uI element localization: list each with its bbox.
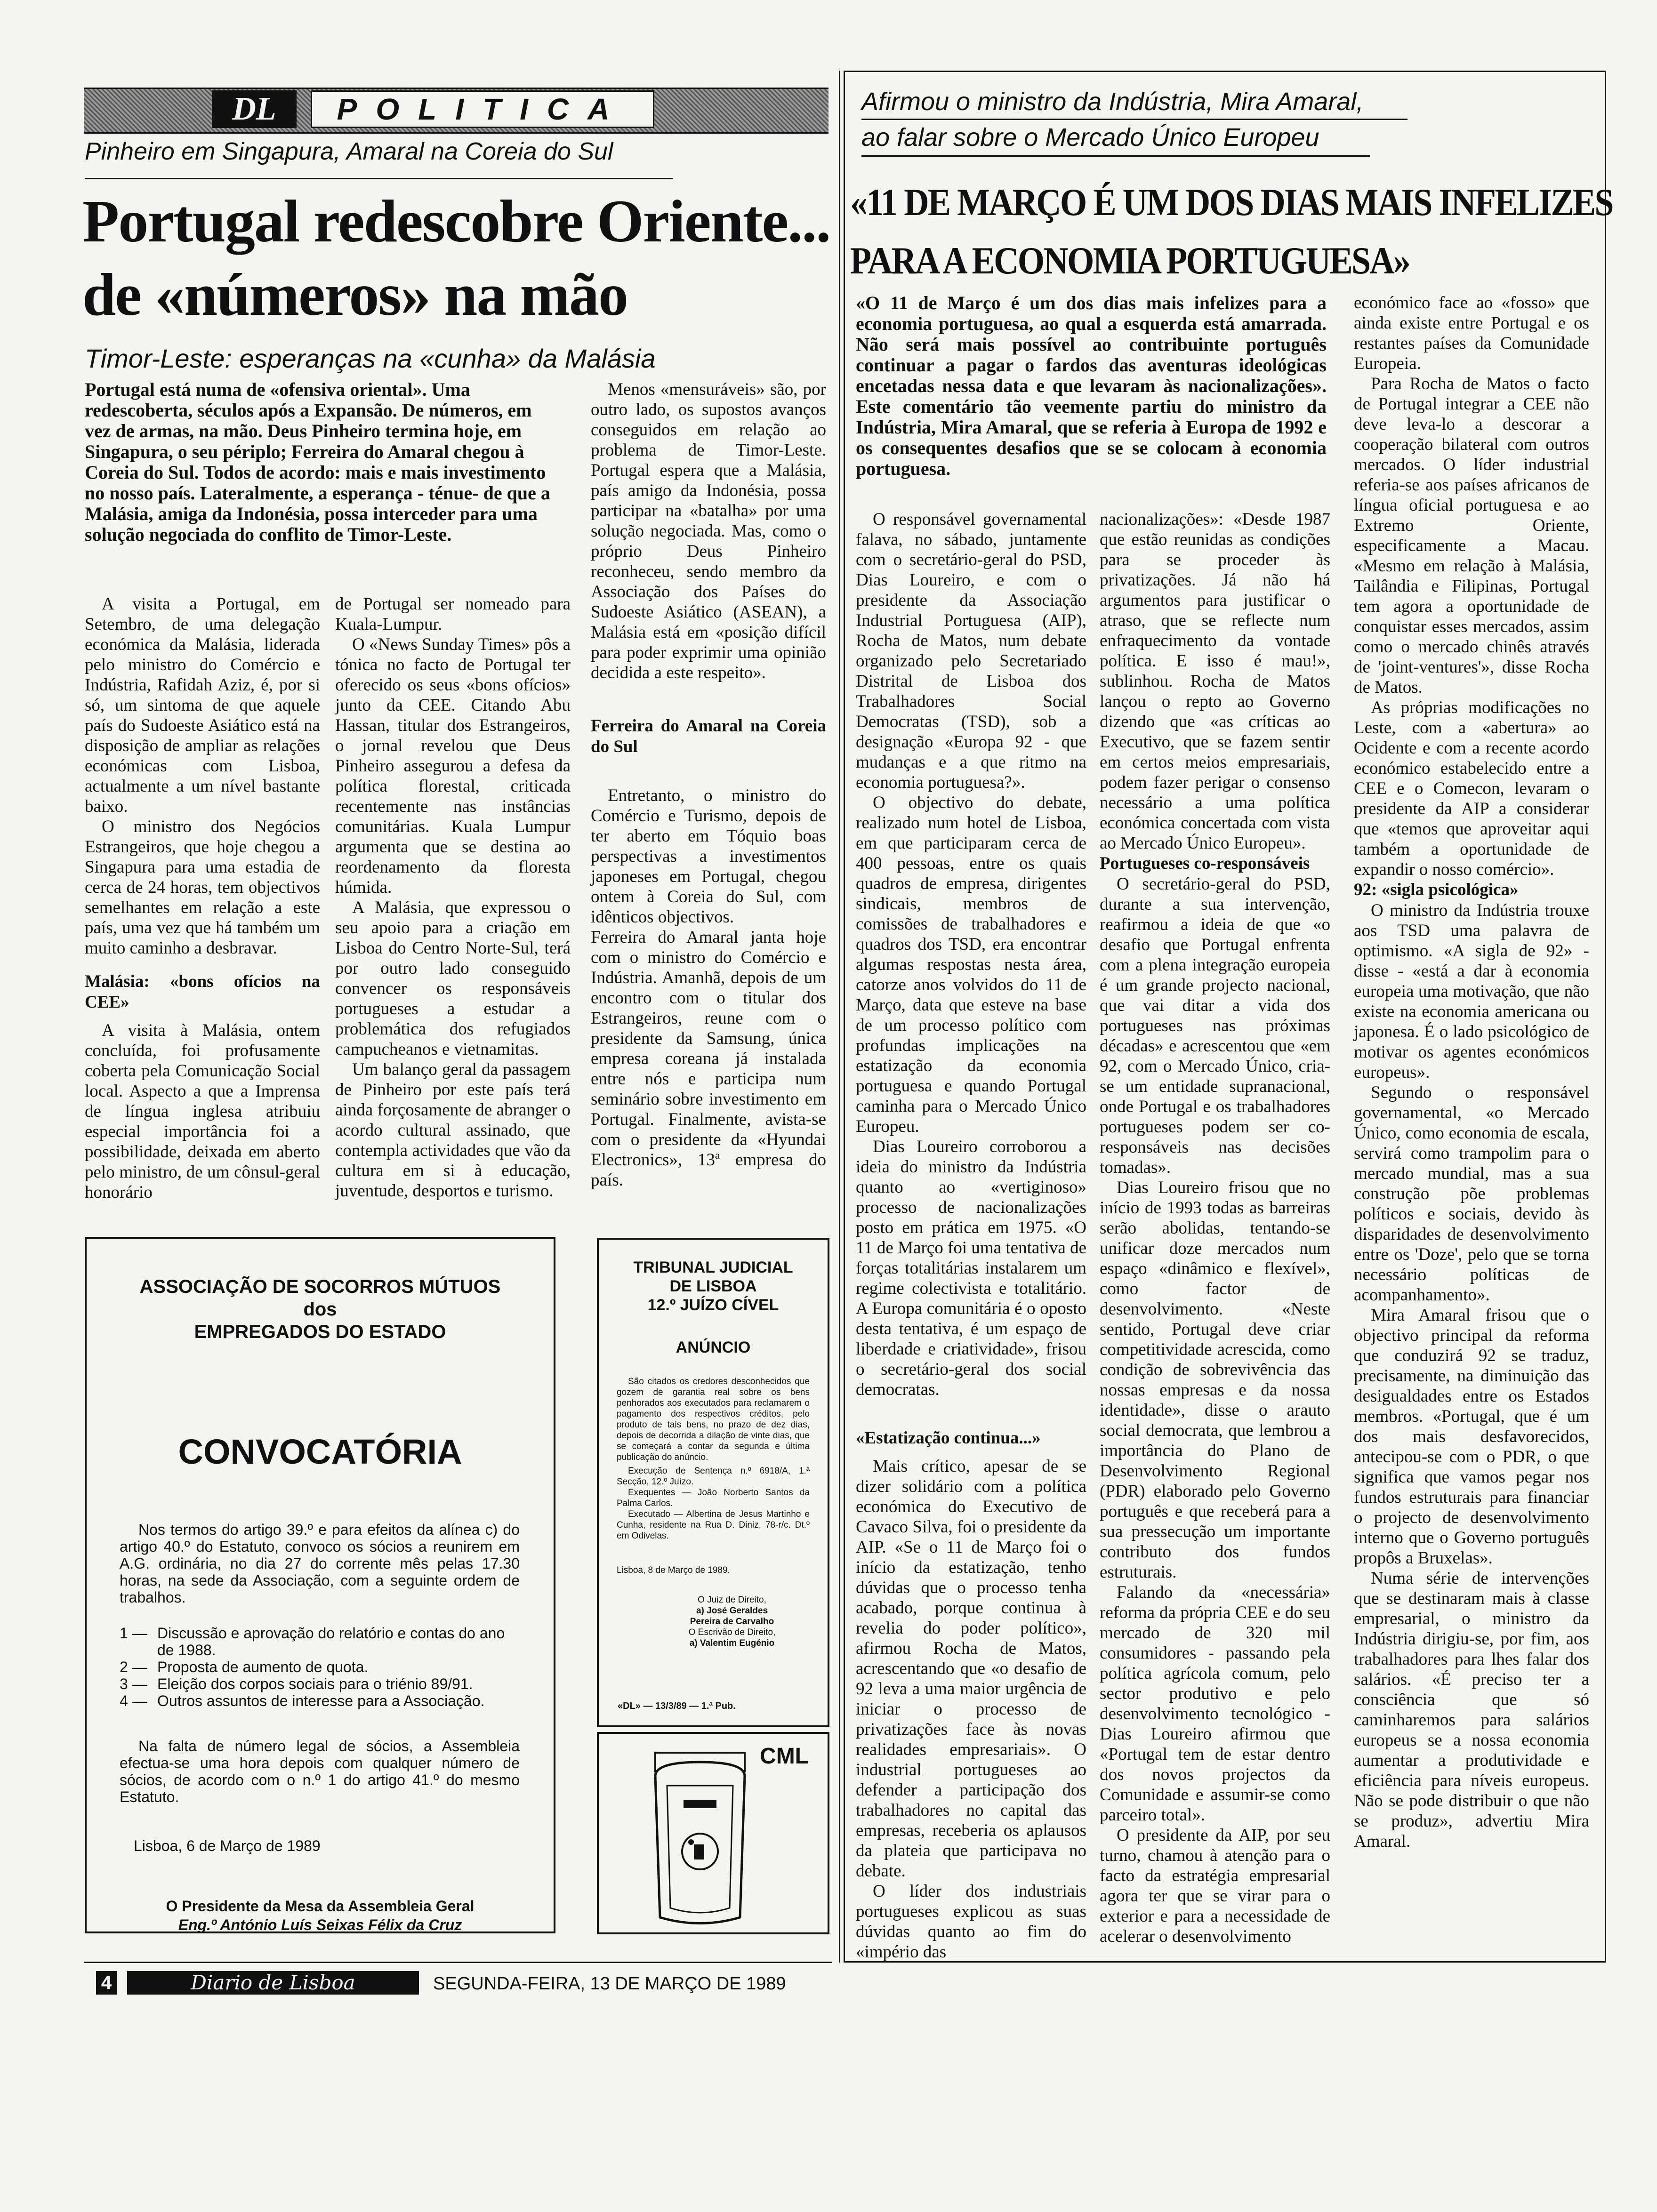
subheading: «Estatização continua...» bbox=[856, 1428, 1041, 1448]
ad-org-1: ASSOCIAÇÃO DE SOCORROS MÚTUOS bbox=[139, 1276, 501, 1297]
right-column-1 bbox=[856, 509, 1086, 1962]
tribunal-ad bbox=[597, 1238, 829, 1727]
paragraph: Dias Loureiro frisou que no início de 1993 todas as barreiras serão abolidas, tentando-se unificar doze mercados num espaço «dinâmico e flexível», como factor de desenvolvimento. «Neste sentido, Portugal deve criar competitividade acrescida, como condição de sobrevivência das nossas empresas e da nossa identidade», disse o arauto social democrata, que lembrou a importância do Plano de Desenvolvimento Regional (PDR) elaborado pelo Governo português e que receberá para a sua pressecução um importante contributo dos fundos estruturais. bbox=[1100, 1178, 1330, 1582]
item-text: Eleição dos corpos sociais para o triénio 89/91. bbox=[157, 1675, 473, 1692]
paragraph: O responsável governamental falava, no sábado, juntamente com o secretário-geral do PSD, Dias Loureiro, e com o presidente da Associação Industrial Portuguesa (AIP), Rocha de Matos, num debate organizado pelo Secretariado Distrital de Lisboa dos Trabalhadores Social Democratas (TSD), sob a designação «Europa 92 - que mudanças e a que ritmo na economia portuguesa?». bbox=[856, 510, 1086, 792]
left-kicker: Pinheiro em Singapura, Amaral na Coreia do Sul bbox=[85, 138, 613, 165]
ad-org-2: dos bbox=[303, 1299, 337, 1320]
ad-items bbox=[120, 1625, 520, 1709]
tribunal-header-3: 12.º JUÍZO CÍVEL bbox=[647, 1296, 779, 1314]
right-headline-1: «11 DE MARÇO É UM DOS DIAS MAIS INFELIZES bbox=[850, 181, 1613, 224]
signature-line: a) Valentim Eugénio bbox=[689, 1638, 775, 1648]
subheading: Ferreira do Amaral na Coreia do Sul bbox=[591, 716, 826, 756]
left-column-1-body bbox=[85, 594, 320, 1202]
signature-line: O Escrivão de Direito, bbox=[688, 1627, 776, 1637]
right-column-2 bbox=[1100, 509, 1330, 1947]
paragraph: económico face ao «fosso» que ainda existe entre Portugal e os restantes países da Comunidade Europeia. bbox=[1354, 293, 1589, 373]
paragraph: Numa série de intervenções que se destinaram mais à classe empresarial, o ministro da Indústria dirigiu-se, por fim, aos trabalhadores para lhes falar dos salários. «É preciso ter a consciência que só caminharemos para salários europeus se a nossa economia aumentar a produtividade e eficiência para níveis europeus. Não se pode distribuir o que não se produz», advertiu Mira Amaral. bbox=[1354, 1569, 1589, 1851]
tribunal-signatures bbox=[617, 1595, 810, 1649]
paragraph: O ministro dos Negócios Estrangeiros, que hoje chegou a Singapura para uma estadia de cerca de 24 horas, tem objectivos semelhantes em relação a este país, uma vez que há também um muito caminho a desbravar. bbox=[85, 817, 320, 958]
list-item bbox=[120, 1625, 520, 1659]
tribunal-line: Exequentes — João Norberto Santos da Palma Carlos. bbox=[617, 1488, 810, 1508]
list-item bbox=[120, 1675, 520, 1692]
paragraph: Entretanto, o ministro do Comércio e Turismo, depois de ter aberto em Tóquio boas perspectivas a investimentos japoneses em Portugal, chegou ontem à Coreia do Sul, com idênticos objectivos. bbox=[591, 786, 826, 927]
right-lead-text: «O 11 de Março é um dos dias mais infelizes para a economia portuguesa, ao qual a esquerda está amarrada. Não será mais possível ao contribuinte português continuar a pagar o fardos das aventuras ideológicas encetadas nessa data e que levaram às nacionalizações». Este comentário tão veemente partiu do ministro da Indústria, Mira Amaral, que se referia à Europa de 1992 e os consequentes desafios que se se colocam à economia portuguesa. bbox=[856, 292, 1327, 479]
paragraph: Mais crítico, apesar de se dizer solidário com a política económica do Executivo de Cavaco Silva, foi o presidente da AIP. «Se o 11 de Março foi o início da estatização, tenho dúvidas que o processo tenha acabado, porque continua à revelia do poder político», afirmou Rocha de Matos, acrescentando que «o desafio de 92 leva a uma maior urgência de iniciar o processo de privatizações face às novas realidades empresariais». O industrial portugueses ao defender a participação dos trabalhadores no capital das empresas, receberia os aplausos da plateia que participava no debate. bbox=[856, 1457, 1086, 1881]
paragraph: O «News Sunday Times» pôs a tónica no facto de Portugal ter oferecido os seus «bons ofícios» junto da CEE. Citando Abu Hassan, titular dos Estrangeiros, o jornal revelou que Deus Pinheiro assegurou a defesa da política florestal, criticada recentemente nas instâncias comunitárias. Kuala Lumpur argumenta que se destina ao reordenamento da floresta húmida. bbox=[335, 635, 571, 897]
paragraph: Dias Loureiro corroborou a ideia do ministro da Indústria quanto ao «vertiginoso» processo de nacionalizações posto em prática em 1975. «O 11 de Março foi uma tentativa de forças totalitárias instalarem um regime colectivista e totalitário. A Europa comunitária é o oposto desta tentativa, é um espaço de liberdade e criatividade», frisou o secretário-geral dos social democratas. bbox=[856, 1137, 1086, 1399]
item-text: Discussão e aprovação do relatório e contas do ano de 1988. bbox=[157, 1625, 505, 1659]
right-kicker-2: ao falar sobre o Mercado Único Europeu bbox=[861, 123, 1319, 152]
item-text: Proposta de aumento de quota. bbox=[157, 1659, 369, 1675]
paragraph: A Malásia, que expressou o seu apoio para a criação em Lisboa do Centro Norte-Sul, terá por outro lado conseguido convencer os responsáveis portugueses a estudar a problemática dos refugiados campucheanos e vietnamitas. bbox=[335, 898, 571, 1059]
association-ad bbox=[85, 1237, 555, 1933]
tribunal-header-2: DE LISBOA bbox=[669, 1277, 757, 1295]
paragraph: O presidente da AIP, por seu turno, chamou à atenção para o facto da estratégia empresarial agora ter que se virar para o exterior e para a necessidade de acelerar o desenvolvimento bbox=[1100, 1826, 1330, 1946]
item-number: 2 — bbox=[120, 1659, 147, 1675]
item-text: Outros assuntos de interesse para a Associação. bbox=[157, 1692, 485, 1709]
paragraph: A visita a Portugal, em Setembro, de uma delegação económica da Malásia, liderada pelo ministro do Comércio e Indústria, Rafidah Aziz, é, por si só, um sintoma de que aquele país do Sudoeste Asiático está na disposição de ampliar as relações económicas com Lisboa, actualmente a um nível bastante baixo. bbox=[85, 594, 320, 816]
paragraph: Ferreira do Amaral janta hoje com o ministro do Comércio e Indústria. Amanhã, depois de um encontro com o titular dos Estrangeiros, reune com o presidente da Samsung, única empresa coreana já instalada entre nós e participa num seminário sobre investimento em Portugal. Finalmente, avista-se com o presidente da «Hyundai Electronics», 13ª empresa do país. bbox=[591, 928, 826, 1190]
ad-date: Lisboa, 6 de Março de 1989 bbox=[134, 1837, 321, 1854]
section-label: POLITICA bbox=[311, 90, 654, 128]
paragraph: O objectivo do debate, realizado num hotel de Lisboa, em que participaram cerca de 400 pessoas, entre os quais quadros de empresa, dirigentes sindicais, membros de comissões de trabalhadores e quadros dos TSD, era encontrar algumas respostas nesta área, catorze anos volvidos do 11 de Março, data que esteve na base de um processo político com profundas implicações na estatização da economia portuguesa e quando Portugal caminha para o Mercado Único Europeu. bbox=[856, 793, 1086, 1136]
paragraph: O líder dos industriais portugueses explicou as suas dúvidas quanto ao fim do «império das bbox=[856, 1882, 1086, 1962]
ad-signature-title: O Presidente da Mesa da Assembleia Geral bbox=[166, 1898, 475, 1915]
paragraph: Mira Amaral frisou que o objectivo principal da reforma que conduzirá 92 se traduz, precisamente, na diminuição das desigualdades entre os Estados membros. «Portugal, que é um dos mais desfavorecidos, antecipou-se com o PDR, o que significa que vamos pegar nos fundos estruturais para financiar o projecto de desenvolvimento interno que o Governo português propôs a Bruxelas». bbox=[1354, 1306, 1589, 1568]
ad-org-3: EMPREGADOS DO ESTADO bbox=[194, 1322, 446, 1342]
paragraph: Um balanço geral da passagem de Pinheiro por este país terá ainda forçosamente de abranger o acordo cultural assinado, que contempla actividades que vão da cultura em si à educação, juventude, desportos e turismo. bbox=[335, 1060, 571, 1201]
ad-signature-name: Eng.º António Luís Seixas Félix da Cruz bbox=[178, 1916, 462, 1933]
item-number: 1 — bbox=[120, 1625, 147, 1642]
left-lead: Portugal está numa de «ofensiva oriental». Uma redescoberta, séculos após a Expansão. De números, em vez de armas, na mão. Deus Pinheiro termina hoje, em Singapura, o seu périplo; Ferreira do Amaral chegou à Coreia do Sul. Todos de acordo: mais e mais investimento no nosso país. Lateralmente, a esperança - ténue- de que a Malásia, amiga da Indonésia, possa interceder para uma solução negociada do conflito de Timor-Leste. bbox=[85, 379, 550, 545]
ad-body: Nos termos do artigo 39.º e para efeitos da alínea c) do artigo 40.º do Estatuto, convoco os sócios a reunirem em A.G. ordinária, no dia 27 do corrente mês pelas 17.30 horas, na sede da Associação, com a seguinte ordem de trabalhos. bbox=[120, 1521, 520, 1606]
right-lead bbox=[856, 293, 1327, 479]
tribunal-reference: «DL» — 13/3/89 — 1.ª Pub. bbox=[618, 1701, 736, 1711]
paragraph: Para Rocha de Matos o facto de Portugal integrar a CEE não deve leva-lo a descorar a cooperação bilateral com outros mercados. O líder industrial referia-se aos países africanos de língua oficial portuguesa e ao Extremo Oriente, especificamente a Macau. «Mesmo em relação à Malásia, Tailândia e Filipinas, Portugal tem agora a oportunidade de conquistar esses mercados, assim como o mercado chinês através de 'joint-ventures'», disse Rocha de Matos. bbox=[1354, 374, 1589, 697]
left-column-2 bbox=[335, 594, 571, 1201]
left-headline-2: de «números» na mão bbox=[82, 261, 627, 328]
right-column-3 bbox=[1354, 293, 1589, 1851]
tribunal-title: ANÚNCIO bbox=[676, 1338, 751, 1356]
right-kicker-1: Afirmou o ministro da Indústria, Mira Amaral, bbox=[861, 88, 1364, 116]
paragraph: Menos «mensuráveis» são, por outro lado, os supostos avanços conseguidos em relação ao problema de Timor-Leste. Portugal espera que a Malásia, país amigo da Indonésia, possa participar na «batalha» por uma solução negociada. Mas, como o próprio Deus Pinheiro reconheceu, sendo membro da Associação dos Países do Sudoeste Asiático (ASEAN), a Malásia está em «posição difícil para poder exprimir uma opinião decidida a este respeito». bbox=[591, 380, 826, 682]
subheading: Malásia: «bons ofícios na CEE» bbox=[85, 972, 320, 1012]
left-column-3 bbox=[591, 379, 826, 1190]
section-logo: DL bbox=[212, 90, 297, 128]
left-headline-1: Portugal redescobre Oriente... bbox=[82, 188, 830, 255]
signature-line: Pereira de Carvalho bbox=[690, 1617, 774, 1627]
page-number: 4 bbox=[96, 1971, 117, 1995]
paragraph: Segundo o responsável governamental, «o Mercado Único, como economia de escala, servirá como trampolim para o mercado mundial, mas a sua construção põe problemas políticos e sociais, devido às disparidades de desenvolvimento entre os 'Doze', pelo que se torna necessário políticas de acompanhamento». bbox=[1354, 1083, 1589, 1305]
item-number: 3 — bbox=[120, 1675, 147, 1692]
tribunal-text: São citados os credores desconhecidos que gozem de garantia real sobre os bens penhorados aos executados para reclamarem o pagamento dos respectivos créditos, pelo produto de tais bens, no prazo de dez dias, depois de decorrida a dilação de vinte dias, que se começará a contar da segunda e última publicação do anúncio. bbox=[617, 1377, 810, 1462]
paragraph: Falando da «necessária» reforma da própria CEE e do seu mercado de 320 mil consumidores - passando pela política agrícola comum, pelo sector produtivo e pelo desenvolvimento tecnológico - Dias Loureiro afirmou que «Portugal tem de estar dentro dos novos projectos da Comunidade e assumir-se como parceiro total». bbox=[1100, 1583, 1330, 1825]
paragraph: nacionalizações»: «Desde 1987 que estão reunidas as condições para se proceder às privatizações. Já não há argumentos para justificar o atraso, que se reflecte num enfraquecimento da vontade política. E isso é mau!», sublinhou. Rocha de Matos lançou o repto ao Governo dizendo que «as críticas ao Executivo, que se fazem sentir em certos meios empresariais, podem fazer perigar o consenso necessário a uma política económica concertada com vista ao Mercado Único Europeu». bbox=[1100, 510, 1330, 853]
tribunal-date: Lisboa, 8 de Março de 1989. bbox=[617, 1565, 730, 1575]
subheading: Portugueses co-responsáveis bbox=[1100, 854, 1310, 873]
tribunal-line: Executado — Albertina de Jesus Martinho e Cunha, residente na Rua D. Diniz, 78-r/c. Dt.º em Odivelas. bbox=[617, 1509, 810, 1541]
issue-date: SEGUNDA-FEIRA, 13 DE MARÇO DE 1989 bbox=[433, 1974, 786, 1994]
litter-bin-icon bbox=[641, 1748, 759, 1931]
subheading: 92: «sigla psicológica» bbox=[1354, 880, 1519, 899]
signature-line: O Juiz de Direito, bbox=[698, 1595, 766, 1605]
paragraph: de Portugal ser nomeado para Kuala-Lumpur. bbox=[335, 594, 571, 634]
list-item bbox=[120, 1692, 520, 1709]
paragraph: O ministro da Indústria trouxe aos TSD uma palavra de optimismo. «A sigla de 92» - disse - «está a dar à economia europeia uma motivação, que não existe na economia americana ou japonesa. É o lado psicológico de motivar os agentes económicos europeus». bbox=[1354, 901, 1589, 1082]
tribunal-header-1: TRIBUNAL JUDICIAL bbox=[633, 1258, 793, 1276]
cml-ad bbox=[597, 1732, 829, 1934]
signature-line: a) José Geraldes bbox=[696, 1606, 768, 1616]
ad-note: Na falta de número legal de sócios, a Assembleia efectua-se uma hora depois com qualquer número de sócios, de acordo com o n.º 1 do artigo 41.º do mesmo Estatuto. bbox=[120, 1738, 520, 1805]
cml-label: CML bbox=[760, 1744, 809, 1769]
ad-title: CONVOCATÓRIA bbox=[178, 1432, 462, 1471]
paragraph: As próprias modificações no Leste, com a «abertura» ao Ocidente e com a recente acordo económico estabelecido entre a CEE e o Comecon, levaram o presidente da AIP a considerar que «temos que aproveitar aqui também a oportunidade de expandir o nosso comércio». bbox=[1354, 698, 1589, 879]
tribunal-line: Execução de Sentença n.º 6918/A, 1.ª Secção, 12.º Juízo. bbox=[617, 1466, 810, 1487]
list-item bbox=[120, 1659, 520, 1675]
left-subhead: Timor-Leste: esperanças na «cunha» da Malásia bbox=[85, 344, 656, 373]
right-headline-2: PARA A ECONOMIA PORTUGUESA» bbox=[850, 239, 1410, 282]
tribunal-body bbox=[617, 1376, 810, 1649]
paragraph: O secretário-geral do PSD, durante a sua intervenção, reafirmou a ideia de que «o desafio que Portugal enfrenta com a plena integração europeia é um grande projecto nacional, que vai ditar a vida dos portugueses nas próximas décadas» e acrescentou que «em 92, com o Mercado Único, cria-se um entidade supranacional, onde Portugal e os trabalhadores portugueses podem ser co-responsáveis nas decisões tomadas». bbox=[1100, 874, 1330, 1177]
paragraph: A visita à Malásia, ontem concluída, foi profusamente coberta pela Comunicação Social local. Aspecto a que a Imprensa de língua inglesa atribuiu especial importância foi a possibilidade, deixada em aberto pelo ministro, de um cônsul-geral honorário bbox=[85, 1021, 320, 1202]
item-number: 4 — bbox=[120, 1692, 147, 1709]
newspaper-name: Diario de Lisboa bbox=[127, 1971, 419, 1995]
left-column-1 bbox=[85, 379, 560, 545]
